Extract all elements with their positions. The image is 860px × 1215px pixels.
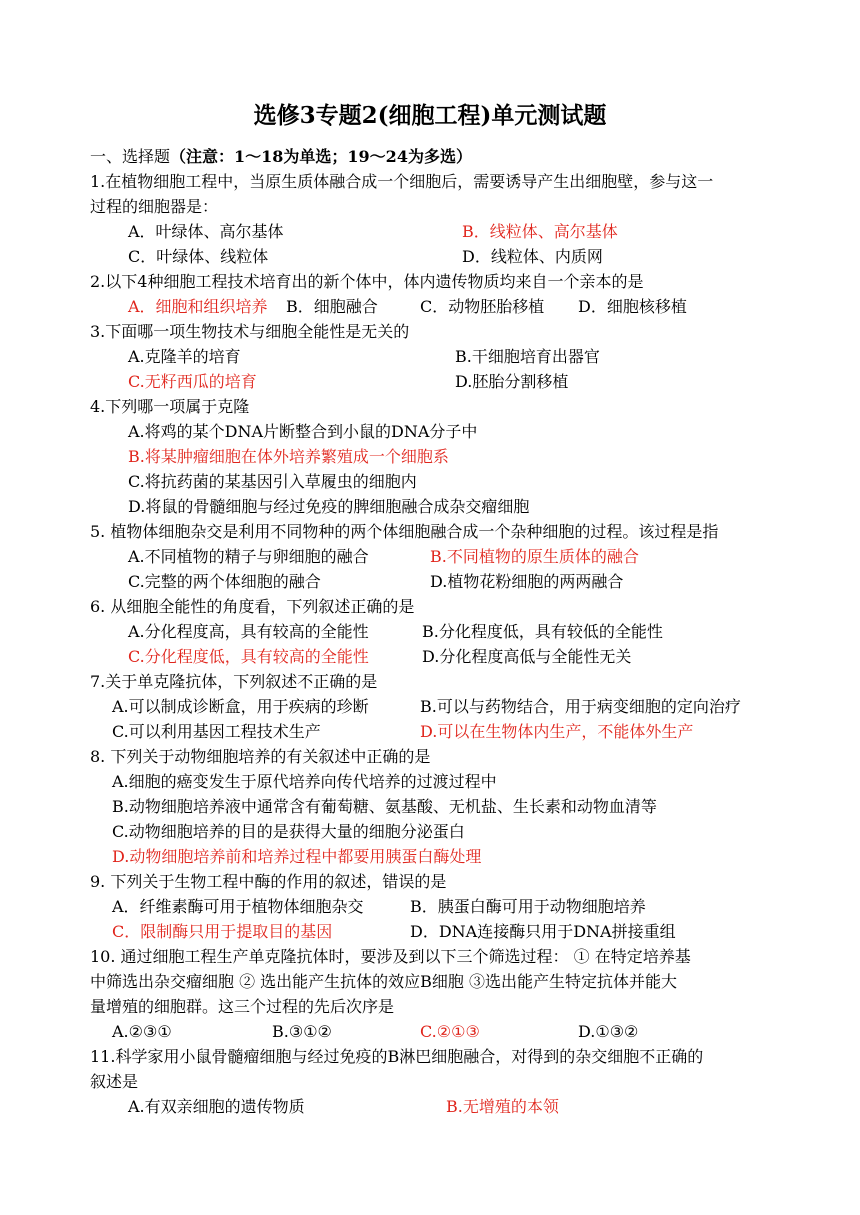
question-2-option-b: B．细胞融合: [286, 297, 378, 316]
question-10-options: [90, 1019, 770, 1044]
question-5-options-row1: [90, 544, 770, 569]
question-6-options-row2: [90, 644, 770, 669]
question-1-option-a: A．叶绿体、高尔基体: [128, 222, 284, 241]
question-3-option-c: C.无籽西瓜的培育: [128, 372, 257, 391]
question-4-option-b: B.将某肿瘤细胞在体外培养繁殖成一个细胞系: [128, 447, 449, 466]
question-7-option-d: D.可以在生物体内生产，不能体外生产: [420, 722, 694, 741]
question-5-option-b: B.不同植物的原生质体的融合: [430, 547, 639, 566]
question-1-option-b: B．线粒体、高尔基体: [462, 222, 618, 241]
question-9-option-c: C．限制酶只用于提取目的基因: [112, 922, 333, 941]
question-5-option-d: D.植物花粉细胞的两两融合: [430, 572, 624, 591]
question-10-option-d: D.①③②: [578, 1022, 639, 1041]
question-6-option-d: D.分化程度高低与全能性无关: [422, 647, 632, 666]
question-3-stem: 3.下面哪一项生物技术与细胞全能性是无关的: [90, 322, 410, 341]
question-11-option-b: B.无增殖的本领: [446, 1097, 559, 1116]
question-5-option-c: C.完整的两个体细胞的融合: [128, 572, 321, 591]
question-7-options-row2: [90, 719, 770, 744]
question-6-stem: 6. 从细胞全能性的角度看，下列叙述正确的是: [90, 597, 415, 616]
question-2-options: [90, 294, 770, 319]
question-1-stem-cont: 过程的细胞器是：: [90, 197, 219, 216]
document-page: [90, 100, 770, 1119]
question-9-stem: 9. 下列关于生物工程中酶的作用的叙述，错误的是: [90, 872, 447, 891]
question-7-option-c: C.可以利用基因工程技术生产: [112, 722, 321, 741]
question-4-option-a: A.将鸡的某个DNA片断整合到小鼠的DNA分子中: [128, 422, 478, 441]
question-9-option-b: B．胰蛋白酶可用于动物细胞培养: [410, 897, 646, 916]
question-11-options: [90, 1094, 770, 1119]
question-5-option-a: A.不同植物的精子与卵细胞的融合: [128, 547, 369, 566]
question-6-option-b: B.分化程度低，具有较低的全能性: [422, 622, 663, 641]
question-7-option-b: B.可以与药物结合，用于病变细胞的定向治疗: [420, 697, 741, 716]
question-3-options-row1: [90, 344, 770, 369]
question-9-options-row2: [90, 919, 770, 944]
question-11-stem: 11.科学家用小鼠骨髓瘤细胞与经过免疫的B淋巴细胞融合，对得到的杂交细胞不正确的: [90, 1047, 704, 1066]
question-10-stem: 10. 通过细胞工程生产单克隆抗体时，要涉及到以下三个筛选过程： ① 在特定培养基: [90, 947, 691, 966]
question-5-stem: 5. 植物体细胞杂交是利用不同物种的两个体细胞融合成一个杂种细胞的过程。该过程是指: [90, 522, 719, 541]
page-title: 选修3专题2(细胞工程)单元测试题: [253, 102, 607, 129]
question-6-options-row1: [90, 619, 770, 644]
question-11-stem-cont: 叙述是: [90, 1072, 139, 1091]
question-2-option-c: C．动物胚胎移植: [420, 297, 545, 316]
question-3-option-b: B.干细胞培育出器官: [455, 347, 600, 366]
section-heading: [90, 144, 770, 169]
question-10-stem-cont: 中筛选出杂交瘤细胞 ② 选出能产生抗体的效应B细胞 ③选出能产生特定抗体并能大: [90, 972, 678, 991]
question-8-stem: 8. 下列关于动物细胞培养的有关叙述中正确的是: [90, 747, 431, 766]
question-7-stem: 7.关于单克隆抗体，下列叙述不正确的是: [90, 672, 378, 691]
question-1-options-row2: [90, 244, 770, 269]
question-10-option-a: A.②③①: [112, 1022, 172, 1041]
question-1-stem: 1.在植物细胞工程中，当原生质体融合成一个细胞后，需要诱导产生出细胞壁，参与这一: [90, 172, 714, 191]
question-1-options-row1: [90, 219, 770, 244]
question-2-option-a: A．细胞和组织培养: [128, 297, 268, 316]
question-6-option-a: A.分化程度高，具有较高的全能性: [128, 622, 369, 641]
section-heading-label: 一、选择题: [90, 147, 171, 166]
question-10-option-c: C.②①③: [420, 1022, 480, 1041]
question-7-options-row1: [90, 694, 770, 719]
question-3-option-d: D.胚胎分割移植: [455, 372, 569, 391]
question-9-options-row1: [90, 894, 770, 919]
question-9-option-d: D．DNA连接酶只用于DNA拼接重组: [410, 922, 676, 941]
question-1-option-c: C．叶绿体、线粒体: [128, 247, 269, 266]
question-4-option-d: D.将鼠的骨髓细胞与经过免疫的脾细胞融合成杂交瘤细胞: [128, 497, 530, 516]
question-8-option-b: B.动物细胞培养液中通常含有葡萄糖、氨基酸、无机盐、生长素和动物血清等: [112, 797, 657, 816]
question-1-option-d: D．线粒体、内质网: [462, 247, 603, 266]
section-note: （注意：1～18为单选；19～24为多选）: [170, 147, 472, 166]
question-2-stem: 2.以下4种细胞工程技术培育出的新个体中，体内遗传物质均来自一个亲本的是: [90, 272, 644, 291]
question-8-option-a: A.细胞的癌变发生于原代培养向传代培养的过渡过程中: [112, 772, 497, 791]
question-6-option-c: C.分化程度低，具有较高的全能性: [128, 647, 369, 666]
question-7-option-a: A.可以制成诊断盒，用于疾病的珍断: [112, 697, 369, 716]
question-11-option-a: A.有双亲细胞的遗传物质: [128, 1097, 305, 1116]
question-9-option-a: A．纤维素酶可用于植物体细胞杂交: [112, 897, 364, 916]
question-8-option-c: C.动物细胞培养的目的是获得大量的细胞分泌蛋白: [112, 822, 465, 841]
question-4-stem: 4.下列哪一项属于克隆: [90, 397, 250, 416]
question-3-option-a: A.克隆羊的培育: [128, 347, 241, 366]
question-8-option-d: D.动物细胞培养前和培养过程中都要用胰蛋白酶处理: [112, 847, 482, 866]
question-5-options-row2: [90, 569, 770, 594]
question-3-options-row2: [90, 369, 770, 394]
question-10-option-b: B.③①②: [272, 1022, 332, 1041]
question-2-option-d: D．细胞核移植: [578, 297, 687, 316]
question-4-option-c: C.将抗药菌的某基因引入草履虫的细胞内: [128, 472, 417, 491]
question-10-stem-cont2: 量增殖的细胞群。这三个过程的先后次序是: [90, 997, 395, 1016]
